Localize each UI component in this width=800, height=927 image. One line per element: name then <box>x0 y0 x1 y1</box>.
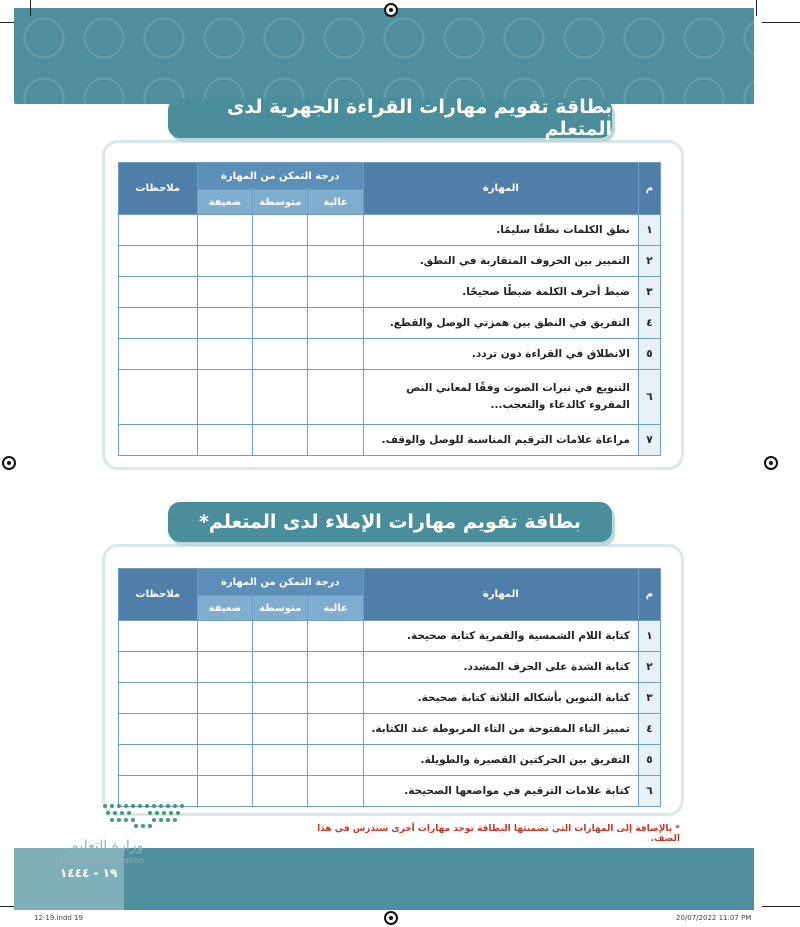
card1-title: بطاقة تقويم مهارات القراءة الجهرية لدى المتعلم <box>168 98 612 138</box>
cell-notes[interactable] <box>119 277 198 308</box>
table-row <box>119 652 661 683</box>
cell-weak[interactable] <box>197 215 252 246</box>
cell-medium[interactable] <box>253 621 308 652</box>
skill-text: تمييز التاء المفتوحة من التاء المربوطة عند الكتابة. <box>363 714 638 745</box>
cell-weak[interactable] <box>197 277 252 308</box>
footnote: * بالإضافة إلى المهارات التي تضمنتها البطاقة توجد مهارات أخرى ستدرس في هذا الصف. <box>317 824 680 844</box>
col-notes: ملاحظات <box>119 163 198 215</box>
table-row <box>119 215 661 246</box>
cell-high[interactable] <box>308 714 363 745</box>
ministry-name-ar: وزارة التعليم <box>70 838 144 854</box>
cell-notes[interactable] <box>119 246 198 277</box>
cell-notes[interactable] <box>119 714 198 745</box>
cell-weak[interactable] <box>197 370 252 425</box>
cell-high[interactable] <box>308 776 363 807</box>
cell-weak[interactable] <box>197 745 252 776</box>
skill-text: مراعاة علامات الترقيم المناسبة للوصل والوقف. <box>363 425 638 456</box>
crop-mark <box>762 22 800 23</box>
cell-medium[interactable] <box>253 215 308 246</box>
cell-notes[interactable] <box>119 370 198 425</box>
skill-text: التفريق بين الحركتين القصيرة والطويلة. <box>363 745 638 776</box>
cell-high[interactable] <box>308 652 363 683</box>
skill-text: كتابة التنوين بأشكاله الثلاثة كتابة صحيحة. <box>363 683 638 714</box>
arabesque-pattern <box>14 8 754 104</box>
row-number: ٥ <box>638 745 660 776</box>
cell-high[interactable] <box>308 339 363 370</box>
table-row <box>119 776 661 807</box>
slug-file: 12-19.indd 19 <box>34 914 83 922</box>
table-row <box>119 714 661 745</box>
card2-table <box>118 568 661 807</box>
table-row <box>119 745 661 776</box>
ministry-name-en: Ministry of Education <box>60 856 145 865</box>
card1-table <box>118 162 661 456</box>
row-number: ٢ <box>638 246 660 277</box>
cell-notes[interactable] <box>119 425 198 456</box>
col-medium: متوسطة <box>253 190 308 215</box>
cell-weak[interactable] <box>197 683 252 714</box>
skill-text: كتابة اللام الشمسية والقمرية كتابة صحيحة. <box>363 621 638 652</box>
cell-high[interactable] <box>308 246 363 277</box>
row-number: ٦ <box>638 776 660 807</box>
page-number: ١٩ - ١٤٤٤ <box>60 866 118 880</box>
col-skill: المهارة <box>363 163 638 215</box>
cell-high[interactable] <box>308 621 363 652</box>
cell-notes[interactable] <box>119 745 198 776</box>
registration-mark <box>764 456 778 470</box>
cell-high[interactable] <box>308 308 363 339</box>
table-row <box>119 425 661 456</box>
card2-title: بطاقة تقويم مهارات الإملاء لدى المتعلم* <box>168 502 612 542</box>
cell-weak[interactable] <box>197 339 252 370</box>
table-row <box>119 246 661 277</box>
crop-mark <box>762 906 800 907</box>
row-number: ٤ <box>638 308 660 339</box>
skill-text: نطق الكلمات نطقًا سليمًا. <box>363 215 638 246</box>
table-row <box>119 339 661 370</box>
crop-mark <box>0 22 14 23</box>
skill-text: التمييز بين الحروف المتقاربة في النطق. <box>363 246 638 277</box>
row-number: ١ <box>638 215 660 246</box>
cell-weak[interactable] <box>197 308 252 339</box>
col-high: عالية <box>308 190 363 215</box>
cell-notes[interactable] <box>119 652 198 683</box>
col-notes: ملاحظات <box>119 569 198 621</box>
col-num: م <box>638 569 660 621</box>
table-row <box>119 683 661 714</box>
header-banner <box>14 8 754 104</box>
crop-mark <box>756 0 757 16</box>
row-number: ٥ <box>638 339 660 370</box>
skill-text: كتابة علامات الترقيم في مواضعها الصحيحة. <box>363 776 638 807</box>
table-row <box>119 308 661 339</box>
col-degree: درجة التمكن من المهارة <box>197 569 363 596</box>
cell-medium[interactable] <box>253 714 308 745</box>
col-degree: درجة التمكن من المهارة <box>197 163 363 190</box>
col-high: عالية <box>308 596 363 621</box>
cell-weak[interactable] <box>197 652 252 683</box>
col-weak: ضعيفة <box>197 190 252 215</box>
table-row <box>119 277 661 308</box>
cell-medium[interactable] <box>253 277 308 308</box>
cell-high[interactable] <box>308 370 363 425</box>
row-number: ٢ <box>638 652 660 683</box>
cell-medium[interactable] <box>253 425 308 456</box>
row-number: ٤ <box>638 714 660 745</box>
cell-medium[interactable] <box>253 776 308 807</box>
row-number: ١ <box>638 621 660 652</box>
row-number: ٧ <box>638 425 660 456</box>
skill-text: كتابة الشدة على الحرف المشدد. <box>363 652 638 683</box>
cell-medium[interactable] <box>253 652 308 683</box>
table-row <box>119 370 661 425</box>
cell-medium[interactable] <box>253 683 308 714</box>
skill-text: التفريق في النطق بين همزتي الوصل والقطع. <box>363 308 638 339</box>
cell-medium[interactable] <box>253 745 308 776</box>
col-weak: ضعيفة <box>197 596 252 621</box>
col-skill: المهارة <box>363 569 638 621</box>
row-number: ٣ <box>638 277 660 308</box>
cell-weak[interactable] <box>197 776 252 807</box>
cell-notes[interactable] <box>119 215 198 246</box>
cell-medium[interactable] <box>253 246 308 277</box>
crop-mark <box>0 906 14 907</box>
cell-medium[interactable] <box>253 308 308 339</box>
cell-medium[interactable] <box>253 339 308 370</box>
cell-weak[interactable] <box>197 621 252 652</box>
row-number: ٣ <box>638 683 660 714</box>
cell-notes[interactable] <box>119 339 198 370</box>
skill-text: التنويع في نبرات الصوت وفقًا لمعاني النص المقروء كالدعاء والتعجب... <box>363 370 638 425</box>
col-num: م <box>638 163 660 215</box>
slug-date: 20/07/2022 11:07 PM <box>676 914 752 922</box>
cell-high[interactable] <box>308 277 363 308</box>
registration-mark <box>384 911 398 925</box>
cell-high[interactable] <box>308 683 363 714</box>
registration-mark <box>2 456 16 470</box>
cell-weak[interactable] <box>197 425 252 456</box>
skill-text: الانطلاق في القراءة دون تردد. <box>363 339 638 370</box>
col-medium: متوسطة <box>253 596 308 621</box>
ministry-logo-icon <box>100 800 190 830</box>
cell-weak[interactable] <box>197 714 252 745</box>
cell-high[interactable] <box>308 745 363 776</box>
cell-notes[interactable] <box>119 308 198 339</box>
registration-mark <box>384 3 398 17</box>
crop-mark <box>30 0 31 16</box>
cell-high[interactable] <box>308 215 363 246</box>
cell-weak[interactable] <box>197 246 252 277</box>
cell-medium[interactable] <box>253 370 308 425</box>
cell-notes[interactable] <box>119 621 198 652</box>
cell-notes[interactable] <box>119 683 198 714</box>
table-row <box>119 621 661 652</box>
row-number: ٦ <box>638 370 660 425</box>
cell-high[interactable] <box>308 425 363 456</box>
skill-text: ضبط أحرف الكلمة ضبطًا صحيحًا. <box>363 277 638 308</box>
